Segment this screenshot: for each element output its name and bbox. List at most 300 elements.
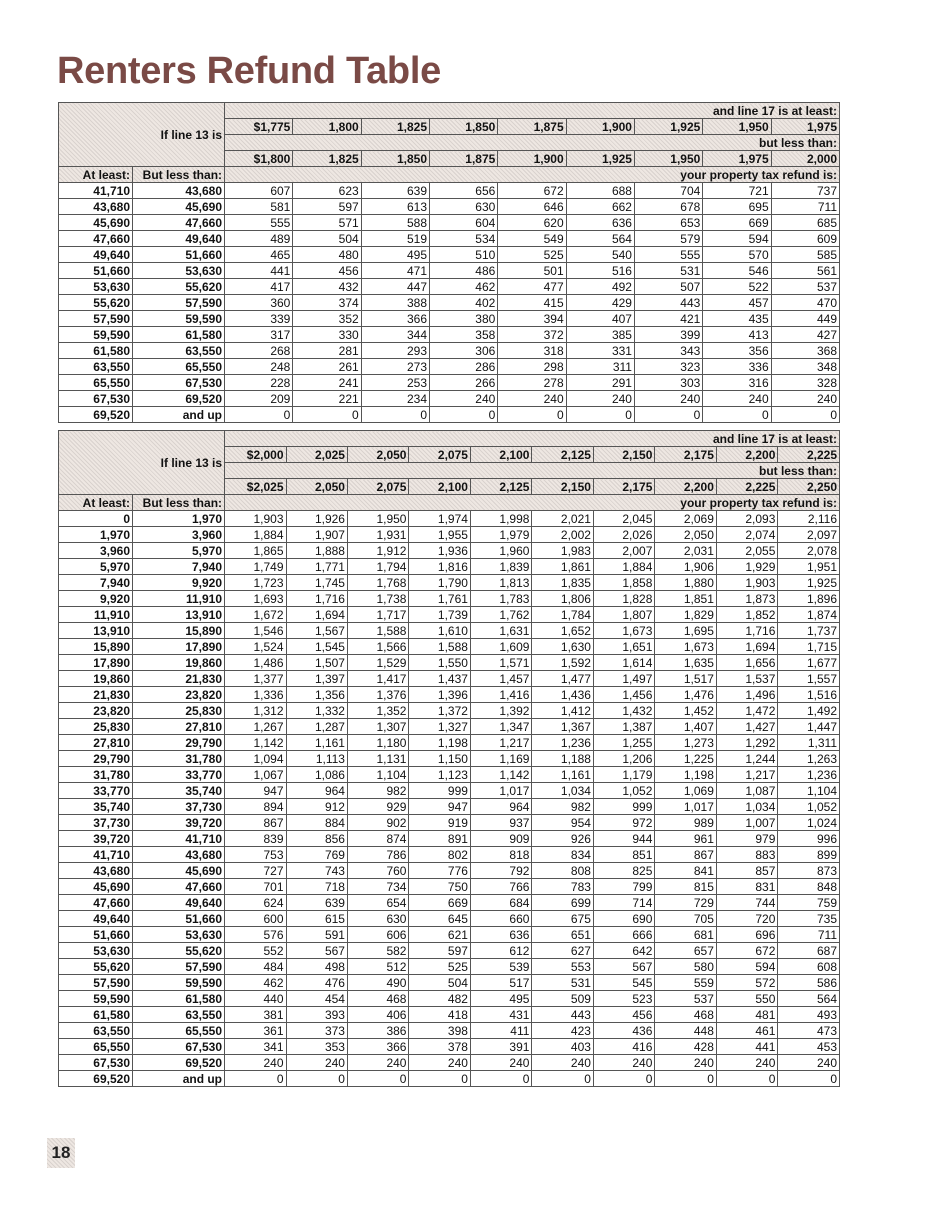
refund-value: 341 [225, 1039, 286, 1055]
refund-value: 480 [293, 247, 361, 263]
refund-value: 373 [286, 1023, 347, 1039]
refund-value: 831 [716, 879, 777, 895]
refund-value: 415 [498, 295, 566, 311]
refund-value: 947 [225, 783, 286, 799]
refund-value: 982 [532, 799, 593, 815]
refund-value: 336 [703, 359, 771, 375]
refund-value: 366 [361, 311, 429, 327]
line17-at-least-value: 2,150 [593, 447, 654, 463]
refund-value: 1,983 [532, 543, 593, 559]
refund-value: 1,903 [716, 575, 777, 591]
line13-at-least: 17,890 [59, 655, 133, 671]
refund-value: 1,931 [347, 527, 408, 543]
refund-value: 525 [409, 959, 470, 975]
line13-at-least: 45,690 [59, 879, 133, 895]
refund-value: 1,884 [593, 559, 654, 575]
refund-value: 1,017 [470, 783, 531, 799]
refund-value: 477 [498, 279, 566, 295]
refund-value: 1,236 [778, 767, 840, 783]
refund-value: 1,437 [409, 671, 470, 687]
refund-value: 660 [470, 911, 531, 927]
refund-value: 841 [655, 863, 716, 879]
line13-less-than: 65,550 [133, 359, 225, 375]
refund-value: 1,610 [409, 623, 470, 639]
line13-at-least: 69,520 [59, 407, 133, 423]
refund-value: 675 [532, 911, 593, 927]
refund-value: 1,861 [532, 559, 593, 575]
refund-value: 1,907 [286, 527, 347, 543]
refund-value: 509 [532, 991, 593, 1007]
refund-value: 1,086 [286, 767, 347, 783]
refund-value: 545 [593, 975, 654, 991]
refund-value: 1,672 [225, 607, 286, 623]
refund-value: 672 [498, 183, 566, 199]
refund-value: 318 [498, 343, 566, 359]
line13-less-than: 61,580 [133, 991, 225, 1007]
line13-at-least: 49,640 [59, 247, 133, 263]
refund-value: 579 [634, 231, 702, 247]
refund-value: 1,768 [347, 575, 408, 591]
line13-less-than: 29,790 [133, 735, 225, 751]
refund-value: 737 [771, 183, 839, 199]
refund-value: 328 [771, 375, 839, 391]
refund-value: 512 [347, 959, 408, 975]
refund-value: 646 [498, 199, 566, 215]
refund-is-label: your property tax refund is: [225, 167, 840, 183]
refund-value: 2,116 [778, 511, 840, 527]
refund-value: 372 [498, 327, 566, 343]
table-row [59, 559, 840, 575]
refund-value: 394 [498, 311, 566, 327]
line13-at-least: 55,620 [59, 295, 133, 311]
line17-at-least-label: and line 17 is at least: [225, 431, 840, 447]
line13-at-least: 57,590 [59, 311, 133, 327]
refund-value: 339 [225, 311, 293, 327]
refund-value: 657 [655, 943, 716, 959]
line13-at-least: 59,590 [59, 327, 133, 343]
refund-value: 1,397 [286, 671, 347, 687]
refund-value: 1,416 [470, 687, 531, 703]
refund-value: 0 [634, 407, 702, 423]
refund-value: 2,031 [655, 543, 716, 559]
line17-at-least-value: 2,075 [409, 447, 470, 463]
refund-value: 531 [634, 263, 702, 279]
refund-value: 240 [778, 1055, 840, 1071]
refund-value: 1,912 [347, 543, 408, 559]
line17-less-than-value: 1,900 [498, 151, 566, 167]
refund-value: 586 [778, 975, 840, 991]
refund-value: 2,097 [778, 527, 840, 543]
refund-value: 576 [225, 927, 286, 943]
refund-value: 681 [655, 927, 716, 943]
refund-value: 1,094 [225, 751, 286, 767]
refund-value: 639 [361, 183, 429, 199]
refund-value: 0 [225, 407, 293, 423]
refund-value: 534 [430, 231, 498, 247]
line13-less-than: 59,590 [133, 975, 225, 991]
refund-value: 580 [655, 959, 716, 975]
line13-at-least: 1,970 [59, 527, 133, 543]
line13-less-than: 21,830 [133, 671, 225, 687]
line13-at-least: 61,580 [59, 343, 133, 359]
refund-value: 317 [225, 327, 293, 343]
refund-value: 786 [347, 847, 408, 863]
refund-value: 567 [593, 959, 654, 975]
refund-value: 298 [498, 359, 566, 375]
refund-value: 456 [593, 1007, 654, 1023]
refund-value: 620 [498, 215, 566, 231]
refund-value: 248 [225, 359, 293, 375]
refund-value: 734 [347, 879, 408, 895]
refund-value: 639 [286, 895, 347, 911]
if-line-13-label: If line 13 is [59, 431, 225, 495]
refund-value: 818 [470, 847, 531, 863]
line13-at-least: 19,860 [59, 671, 133, 687]
refund-value: 1,716 [716, 623, 777, 639]
refund-value: 461 [716, 1023, 777, 1039]
refund-value: 705 [655, 911, 716, 927]
table-row [59, 991, 840, 1007]
refund-value: 531 [532, 975, 593, 991]
table-row [59, 831, 840, 847]
refund-value: 1,896 [778, 591, 840, 607]
refund-value: 278 [498, 375, 566, 391]
refund-value: 1,244 [716, 751, 777, 767]
table-row [59, 639, 840, 655]
refund-value: 964 [470, 799, 531, 815]
refund-value: 1,950 [347, 511, 408, 527]
table-row [59, 263, 840, 279]
refund-value: 240 [771, 391, 839, 407]
refund-value: 0 [655, 1071, 716, 1087]
line13-at-least: 45,690 [59, 215, 133, 231]
refund-value: 1,267 [225, 719, 286, 735]
line17-at-least-value: 1,825 [361, 119, 429, 135]
refund-value: 1,816 [409, 559, 470, 575]
table-row [59, 623, 840, 639]
refund-value: 690 [593, 911, 654, 927]
line13-at-least: 9,920 [59, 591, 133, 607]
table-row [59, 911, 840, 927]
line13-at-least: 49,640 [59, 911, 133, 927]
refund-value: 268 [225, 343, 293, 359]
refund-value: 672 [716, 943, 777, 959]
refund-value: 961 [655, 831, 716, 847]
refund-value: 358 [430, 327, 498, 343]
refund-value: 1,783 [470, 591, 531, 607]
refund-value: 1,926 [286, 511, 347, 527]
refund-value: 2,045 [593, 511, 654, 527]
refund-value: 240 [347, 1055, 408, 1071]
refund-value: 684 [470, 895, 531, 911]
line17-less-than-value: 2,225 [716, 479, 777, 495]
line13-at-least: 5,970 [59, 559, 133, 575]
refund-value: 996 [778, 831, 840, 847]
refund-value: 1,507 [286, 655, 347, 671]
line13-at-least: 53,630 [59, 279, 133, 295]
line17-less-than-value: 1,950 [634, 151, 702, 167]
refund-value: 1,828 [593, 591, 654, 607]
line13-less-than: 63,550 [133, 1007, 225, 1023]
refund-value: 894 [225, 799, 286, 815]
refund-value: 1,829 [655, 607, 716, 623]
refund-value: 1,951 [778, 559, 840, 575]
refund-is-label: your property tax refund is: [225, 495, 840, 511]
line13-at-least: 59,590 [59, 991, 133, 1007]
line13-less-than: 57,590 [133, 959, 225, 975]
refund-value: 1,835 [532, 575, 593, 591]
refund-value: 240 [225, 1055, 286, 1071]
refund-value: 1,566 [347, 639, 408, 655]
refund-value: 1,737 [778, 623, 840, 639]
refund-value: 856 [286, 831, 347, 847]
refund-value: 374 [293, 295, 361, 311]
refund-value: 240 [634, 391, 702, 407]
refund-value: 1,865 [225, 543, 286, 559]
refund-value: 1,356 [286, 687, 347, 703]
refund-value: 1,715 [778, 639, 840, 655]
line13-less-than: 63,550 [133, 343, 225, 359]
refund-value: 510 [430, 247, 498, 263]
refund-value: 651 [532, 927, 593, 943]
line13-less-than: 23,820 [133, 687, 225, 703]
line13-at-least: 31,780 [59, 767, 133, 783]
but-less-than-label: but less than: [225, 135, 840, 151]
refund-value: 1,486 [225, 655, 286, 671]
line17-less-than-value: 2,000 [771, 151, 839, 167]
refund-value: 1,327 [409, 719, 470, 735]
refund-value: 623 [293, 183, 361, 199]
line13-at-least: 0 [59, 511, 133, 527]
header-row-at-least-label [59, 103, 840, 119]
refund-value: 344 [361, 327, 429, 343]
refund-value: 418 [409, 1007, 470, 1023]
refund-value: 720 [716, 911, 777, 927]
refund-value: 636 [470, 927, 531, 943]
refund-value: 2,026 [593, 527, 654, 543]
refund-value: 1,255 [593, 735, 654, 751]
refund-value: 1,131 [347, 751, 408, 767]
refund-value: 468 [655, 1007, 716, 1023]
refund-value: 253 [361, 375, 429, 391]
refund-value: 421 [634, 311, 702, 327]
refund-value: 402 [430, 295, 498, 311]
but-less-than-label: but less than: [225, 463, 840, 479]
refund-value: 1,198 [409, 735, 470, 751]
line13-less-than: 7,940 [133, 559, 225, 575]
refund-value: 386 [347, 1023, 408, 1039]
line13-at-least: 11,910 [59, 607, 133, 623]
table-row [59, 575, 840, 591]
refund-value: 1,367 [532, 719, 593, 735]
refund-value: 1,188 [532, 751, 593, 767]
refund-value: 604 [430, 215, 498, 231]
line13-less-than: 69,520 [133, 391, 225, 407]
table-row [59, 703, 840, 719]
line13-less-than: 5,970 [133, 543, 225, 559]
line13-less-than: 25,830 [133, 703, 225, 719]
table-row [59, 543, 840, 559]
refund-value: 792 [470, 863, 531, 879]
table-row [59, 655, 840, 671]
refund-value: 0 [532, 1071, 593, 1087]
refund-value: 669 [409, 895, 470, 911]
refund-value: 714 [593, 895, 654, 911]
refund-value: 594 [716, 959, 777, 975]
refund-value: 608 [778, 959, 840, 975]
refund-value: 899 [778, 847, 840, 863]
refund-value: 1,716 [286, 591, 347, 607]
line13-at-least: 37,730 [59, 815, 133, 831]
line13-at-least: 13,910 [59, 623, 133, 639]
refund-value: 1,311 [778, 735, 840, 751]
refund-value: 0 [498, 407, 566, 423]
header-row-at-least-label [59, 431, 840, 447]
line13-less-than: 9,920 [133, 575, 225, 591]
refund-value: 808 [532, 863, 593, 879]
table-row [59, 1039, 840, 1055]
refund-value: 381 [225, 1007, 286, 1023]
refund-value: 1,225 [655, 751, 716, 767]
refund-value: 1,651 [593, 639, 654, 655]
refund-value: 1,998 [470, 511, 531, 527]
line13-at-least: 33,770 [59, 783, 133, 799]
refund-value: 1,104 [778, 783, 840, 799]
refund-value: 1,312 [225, 703, 286, 719]
refund-value: 291 [566, 375, 634, 391]
refund-value: 1,592 [532, 655, 593, 671]
refund-value: 653 [634, 215, 702, 231]
refund-value: 1,161 [286, 735, 347, 751]
refund-value: 393 [286, 1007, 347, 1023]
refund-value: 443 [634, 295, 702, 311]
line13-at-least: 57,590 [59, 975, 133, 991]
refund-value: 1,761 [409, 591, 470, 607]
refund-value: 1,694 [716, 639, 777, 655]
refund-value: 2,007 [593, 543, 654, 559]
table-row [59, 687, 840, 703]
refund-value: 607 [225, 183, 293, 199]
refund-value: 281 [293, 343, 361, 359]
refund-value: 1,694 [286, 607, 347, 623]
refund-value: 1,407 [655, 719, 716, 735]
table-row [59, 391, 840, 407]
refund-value: 954 [532, 815, 593, 831]
line13-less-than: 33,770 [133, 767, 225, 783]
refund-value: 612 [470, 943, 531, 959]
line13-at-least: 7,940 [59, 575, 133, 591]
refund-value: 388 [361, 295, 429, 311]
refund-value: 624 [225, 895, 286, 911]
refund-value: 462 [430, 279, 498, 295]
refund-value: 802 [409, 847, 470, 863]
refund-value: 2,069 [655, 511, 716, 527]
line13-less-than: 47,660 [133, 879, 225, 895]
refund-value: 555 [634, 247, 702, 263]
line13-less-than: 57,590 [133, 295, 225, 311]
refund-value: 240 [470, 1055, 531, 1071]
refund-value: 391 [470, 1039, 531, 1055]
line13-less-than: 45,690 [133, 199, 225, 215]
refund-value: 744 [716, 895, 777, 911]
refund-value: 0 [566, 407, 634, 423]
refund-value: 1,517 [655, 671, 716, 687]
refund-value: 553 [532, 959, 593, 975]
refund-value: 1,161 [532, 767, 593, 783]
refund-value: 1,762 [470, 607, 531, 623]
table-row [59, 295, 840, 311]
line13-at-least: 15,890 [59, 639, 133, 655]
refund-value: 891 [409, 831, 470, 847]
refund-value: 867 [655, 847, 716, 863]
refund-value: 636 [566, 215, 634, 231]
refund-value: 669 [703, 215, 771, 231]
refund-value: 1,034 [716, 799, 777, 815]
line13-less-than: 41,710 [133, 831, 225, 847]
refund-value: 572 [716, 975, 777, 991]
refund-value: 504 [409, 975, 470, 991]
refund-value: 0 [778, 1071, 840, 1087]
refund-value: 507 [634, 279, 702, 295]
refund-value: 525 [498, 247, 566, 263]
line17-at-least-value: 2,225 [778, 447, 840, 463]
refund-value: 1,884 [225, 527, 286, 543]
refund-value: 1,432 [593, 703, 654, 719]
refund-value: 588 [361, 215, 429, 231]
refund-value: 1,738 [347, 591, 408, 607]
table-row [59, 183, 840, 199]
refund-value: 241 [293, 375, 361, 391]
refund-value: 428 [655, 1039, 716, 1055]
refund-value: 476 [286, 975, 347, 991]
refund-value: 1,806 [532, 591, 593, 607]
refund-value: 443 [532, 1007, 593, 1023]
line13-less-than: 59,590 [133, 311, 225, 327]
line13-less-than: 49,640 [133, 231, 225, 247]
refund-value: 490 [347, 975, 408, 991]
if-line-13-label: If line 13 is [59, 103, 225, 167]
refund-value: 316 [703, 375, 771, 391]
table-row [59, 1071, 840, 1087]
refund-value: 591 [286, 927, 347, 943]
refund-value: 883 [716, 847, 777, 863]
refund-value: 427 [771, 327, 839, 343]
line17-less-than-value: 1,850 [361, 151, 429, 167]
line17-at-least-value: 1,850 [430, 119, 498, 135]
refund-value: 1,784 [532, 607, 593, 623]
refund-value: 1,516 [778, 687, 840, 703]
refund-value: 1,588 [409, 639, 470, 655]
line17-at-least-value: 1,975 [771, 119, 839, 135]
refund-value: 1,979 [470, 527, 531, 543]
refund-value: 999 [593, 799, 654, 815]
refund-value: 1,104 [347, 767, 408, 783]
refund-value: 273 [361, 359, 429, 375]
line13-at-least: 41,710 [59, 183, 133, 199]
refund-value: 1,087 [716, 783, 777, 799]
refund-value: 470 [771, 295, 839, 311]
line13-at-least: 61,580 [59, 1007, 133, 1023]
refund-value: 656 [430, 183, 498, 199]
refund-value: 1,150 [409, 751, 470, 767]
refund-value: 501 [498, 263, 566, 279]
refund-value: 687 [778, 943, 840, 959]
refund-value: 1,034 [532, 783, 593, 799]
line13-less-than: 43,680 [133, 847, 225, 863]
line13-less-than: 51,660 [133, 911, 225, 927]
refund-value: 570 [703, 247, 771, 263]
refund-value: 1,771 [286, 559, 347, 575]
